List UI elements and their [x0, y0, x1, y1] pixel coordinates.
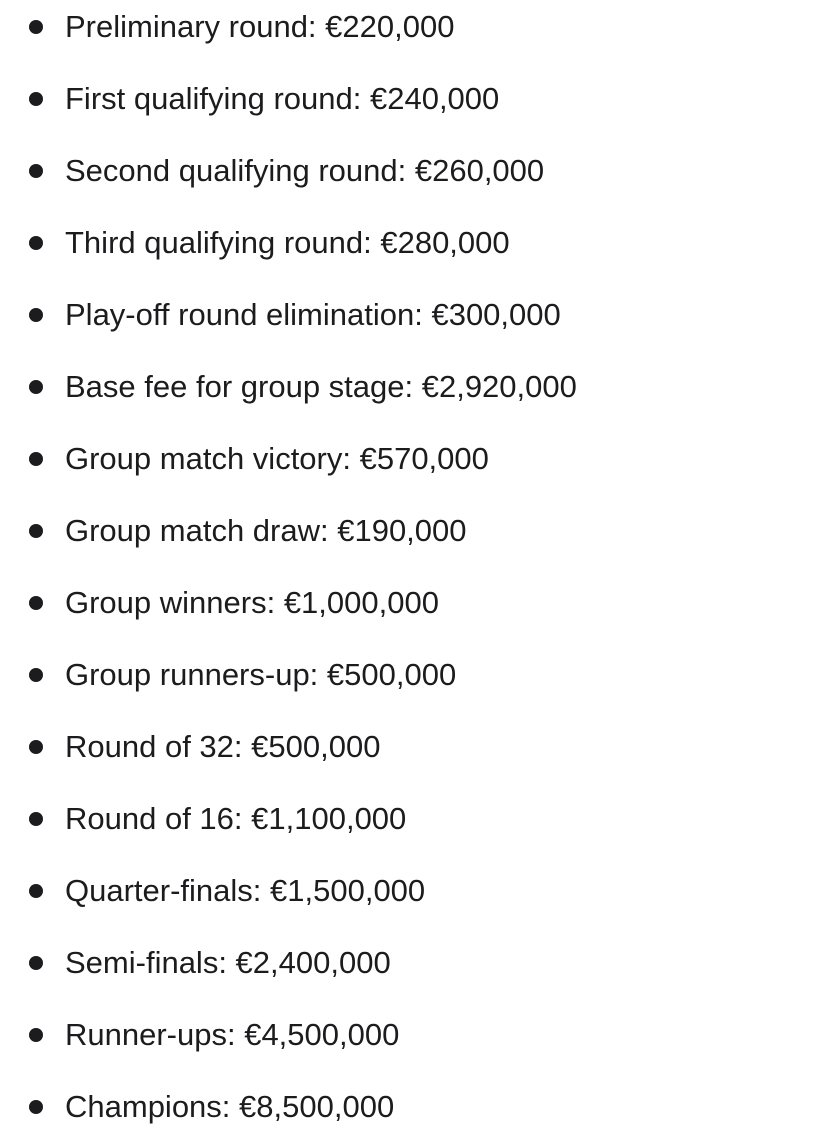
- bullet-icon: [29, 236, 43, 250]
- list-item-text: Second qualifying round: €260,000: [65, 153, 545, 188]
- list-item: [0, 63, 828, 135]
- list-item: [0, 567, 828, 639]
- bullet-icon: [29, 668, 43, 682]
- list-item-text: Group match draw: €190,000: [65, 513, 467, 548]
- list-item: [0, 135, 828, 207]
- bullet-icon: [29, 164, 43, 178]
- list-item-text: Round of 16: €1,100,000: [65, 801, 407, 836]
- bullet-icon: [29, 20, 43, 34]
- list-item: [0, 1071, 828, 1143]
- list-item: [0, 927, 828, 999]
- list-item-text: Champions: €8,500,000: [65, 1089, 395, 1124]
- bullet-icon: [29, 1028, 43, 1042]
- list-item: [0, 495, 828, 567]
- bullet-icon: [29, 884, 43, 898]
- bullet-icon: [29, 740, 43, 754]
- list-item: [0, 423, 828, 495]
- list-item-text: Group runners-up: €500,000: [65, 657, 457, 692]
- list-item: [0, 639, 828, 711]
- list-item-text: Play-off round elimination: €300,000: [65, 297, 561, 332]
- list-item-text: Semi-finals: €2,400,000: [65, 945, 391, 980]
- list-item-text: Round of 32: €500,000: [65, 729, 381, 764]
- list-item: [0, 351, 828, 423]
- bullet-icon: [29, 308, 43, 322]
- list-item: [0, 207, 828, 279]
- bullet-icon: [29, 380, 43, 394]
- list-item: [0, 999, 828, 1071]
- bullet-icon: [29, 524, 43, 538]
- list-item-text: Base fee for group stage: €2,920,000: [65, 369, 577, 404]
- list-item: [0, 855, 828, 927]
- bullet-icon: [29, 1100, 43, 1114]
- bullet-icon: [29, 956, 43, 970]
- list-item-text: Group winners: €1,000,000: [65, 585, 439, 620]
- bullet-icon: [29, 92, 43, 106]
- bullet-icon: [29, 812, 43, 826]
- list-item-text: Third qualifying round: €280,000: [65, 225, 510, 260]
- list-item-text: Runner-ups: €4,500,000: [65, 1017, 400, 1052]
- list-item-text: Preliminary round: €220,000: [65, 9, 455, 44]
- list-item-text: First qualifying round: €240,000: [65, 81, 500, 116]
- list-item: [0, 711, 828, 783]
- bullet-icon: [29, 596, 43, 610]
- list-item: [0, 279, 828, 351]
- list-item: [0, 783, 828, 855]
- list-item-text: Quarter-finals: €1,500,000: [65, 873, 426, 908]
- bullet-icon: [29, 452, 43, 466]
- list-item-text: Group match victory: €570,000: [65, 441, 489, 476]
- list-item: [0, 0, 828, 63]
